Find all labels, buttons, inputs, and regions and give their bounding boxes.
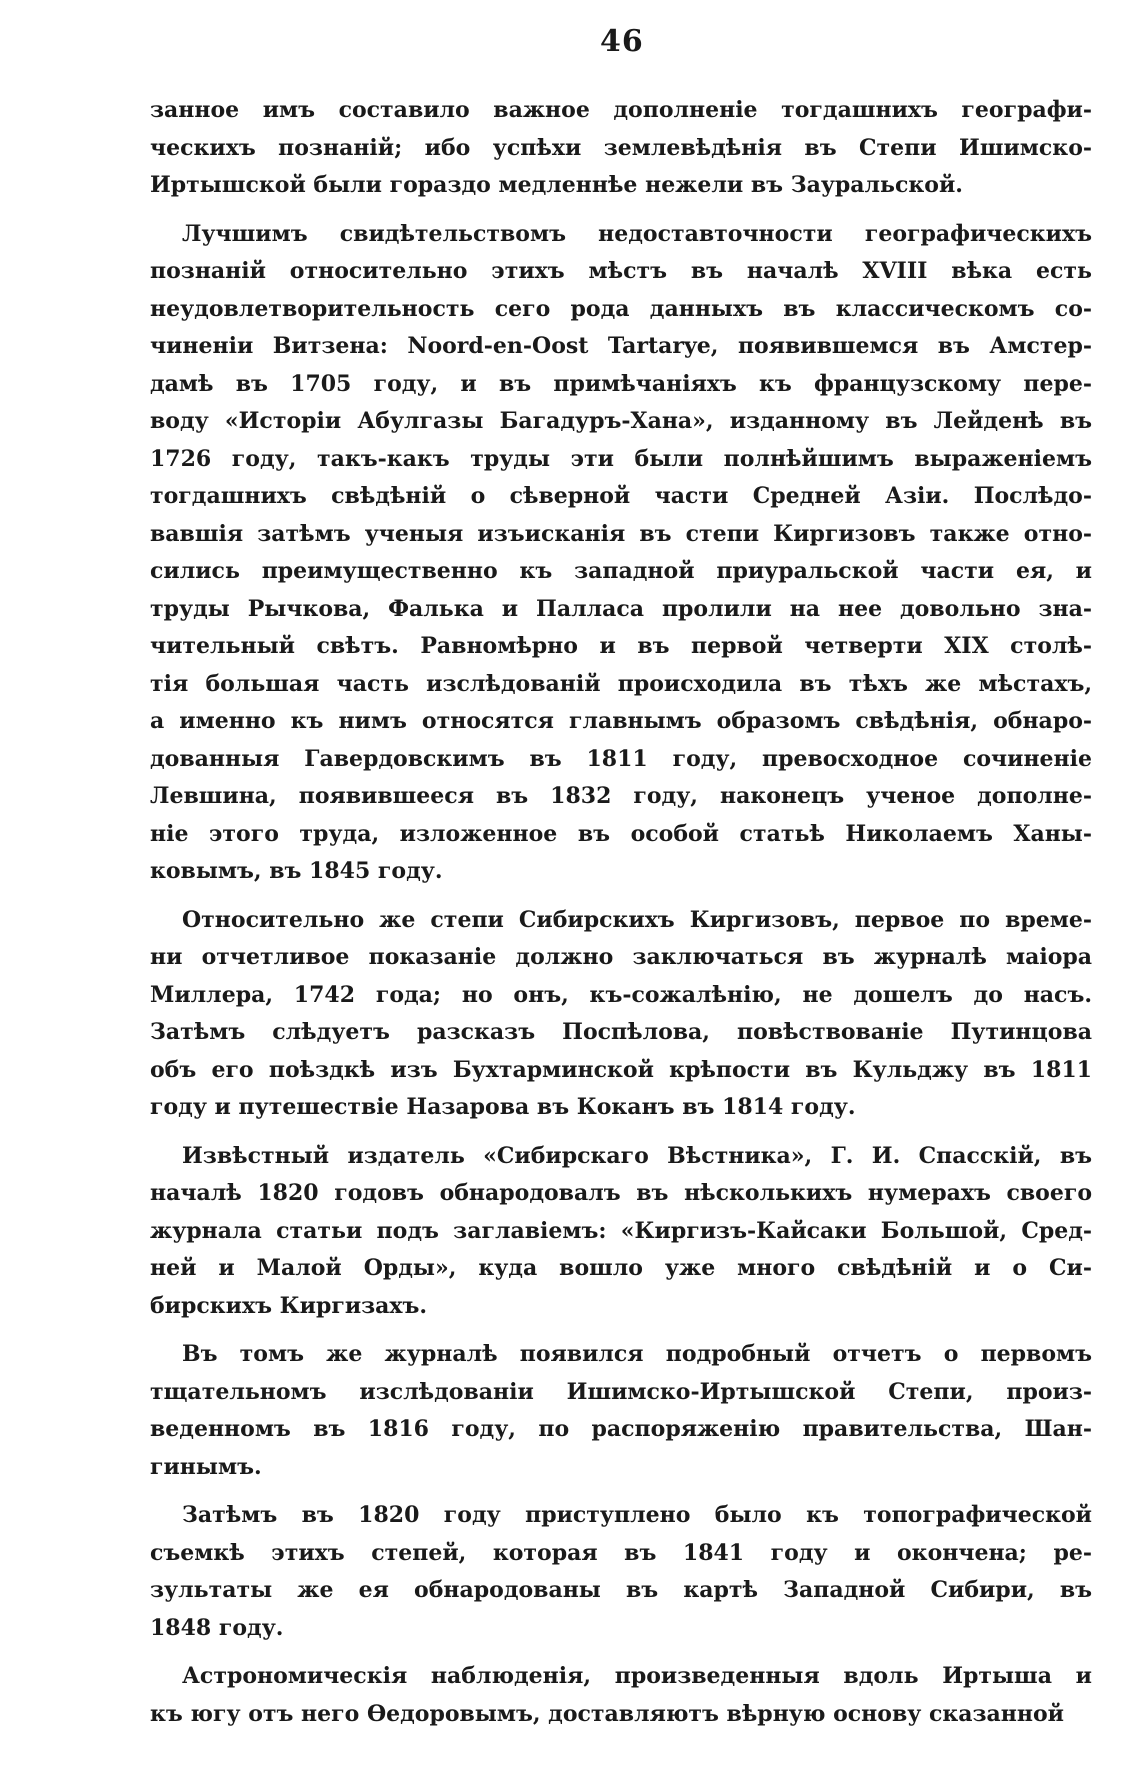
text-line: Затѣмъ въ 1820 году приступлено было къ топографической — [182, 1502, 1092, 1528]
text-line: занное имъ составило важное дополненіе тогдашнихъ географи- — [150, 97, 1092, 123]
text-line: ней и Малой Орды», куда вошло уже много свѣдѣній и о Си- — [150, 1255, 1092, 1281]
text-line: дованныя Гавердовскимъ въ 1811 году, превосходное сочиненіе — [150, 745, 1092, 772]
text-line: 1848 году. — [150, 1614, 284, 1641]
text-line: Относительно же степи Сибирскихъ Киргизовъ, первое по време- — [182, 906, 1092, 933]
text-line: 1726 году, такъ-какъ труды эти были полнѣйшимъ выраженіемъ — [150, 445, 1092, 472]
text-line: а именно къ нимъ относятся главнымъ образомъ свѣдѣнія, обнаро- — [150, 708, 1092, 734]
page-number: 46 — [600, 24, 644, 59]
paragraph — [150, 1497, 1092, 1647]
text-line: Въ томъ же журналѣ появился подробный отчетъ о первомъ — [182, 1341, 1092, 1367]
paragraph — [150, 1138, 1092, 1326]
text-line: сились преимущественно къ западной приуральской части ея, и — [150, 558, 1092, 584]
text-line: къ югу отъ него Ѳедоровымъ, доставляютъ вѣрную основу сказанной — [150, 1700, 1064, 1727]
text-line: неудовлетворительность сего рода данныхъ въ классическомъ со- — [150, 295, 1092, 322]
text-line: объ его поѣздкѣ изъ Бухтарминской крѣпости въ Кульджу въ 1811 — [150, 1056, 1092, 1083]
text-line: съемкѣ этихъ степей, которая въ 1841 году и окончена; ре- — [150, 1539, 1092, 1566]
text-line: Извѣстный издатель «Сибирскаго Вѣстника», Г. И. Спасскій, въ — [182, 1142, 1092, 1169]
text-line: зультаты же ея обнародованы въ картѣ Западной Сибири, въ — [150, 1577, 1092, 1603]
text-line: началѣ 1820 годовъ обнародовалъ въ нѣсколькихъ нумерахъ своего — [150, 1180, 1092, 1206]
text-line: Астрономическія наблюденія, произведенныя вдоль Иртыша и — [182, 1663, 1092, 1689]
text-line: журнала статьи подъ заглавіемъ: «Киргизъ-Кайсаки Большой, Сред- — [150, 1217, 1092, 1244]
text-line: чительный свѣтъ. Равномѣрно и въ первой четверти XIX столѣ- — [150, 633, 1092, 659]
text-line: тогдашнихъ свѣдѣній о сѣверной части Средней Азіи. Послѣдо- — [150, 483, 1092, 509]
text-line: воду «Исторіи Абулгазы Багадуръ-Хана», изданному въ Лейденѣ въ — [150, 408, 1092, 434]
text-line: Иртышской были гораздо медленнѣе нежели въ Зауральской. — [150, 172, 963, 198]
text-line: труды Рычкова, Фалька и Палласа пролили на нее довольно зна- — [150, 595, 1092, 622]
text-line: Левшина, появившееся въ 1832 году, наконецъ ученое дополне- — [150, 783, 1092, 809]
text-line: вавшія затѣмъ ученыя изъисканія въ степи Киргизовъ также отно- — [150, 520, 1092, 547]
text-line: гинымъ. — [150, 1453, 262, 1480]
paragraph — [150, 92, 1092, 205]
text-line: ніе этого труда, изложенное въ особой статьѣ Николаемъ Ханы- — [150, 820, 1092, 847]
text-line: Миллера, 1742 года; но онъ, къ-сожалѣнію, не дошелъ до насъ. — [150, 981, 1092, 1008]
text-line: ческихъ познаній; ибо успѣхи землевѣдѣнія въ Степи Ишимско- — [150, 134, 1092, 161]
text-line: тщательномъ изслѣдованіи Ишимско-Иртышской Степи, произ- — [150, 1378, 1092, 1405]
page-text — [150, 92, 1092, 1744]
text-line: Лучшимъ свидѣтельствомъ недоставточности географическихъ — [182, 220, 1092, 247]
text-line: ковымъ, въ 1845 году. — [150, 858, 443, 884]
text-line: чиненіи Витзена: Noord-en-Oost Tartarye, появившемся въ Амстер- — [150, 333, 1092, 359]
paragraph — [150, 1658, 1092, 1733]
paragraph — [150, 1336, 1092, 1486]
text-line: бирскихъ Киргизахъ. — [150, 1292, 428, 1319]
text-line: веденномъ въ 1816 году, по распоряженію правительства, Шан- — [150, 1416, 1092, 1442]
text-line: ни отчетливое показаніе должно заключаться въ журналѣ маіора — [150, 944, 1092, 970]
text-line: тія большая часть изслѣдованій происходила въ тѣхъ же мѣстахъ, — [150, 670, 1092, 697]
paragraph — [150, 902, 1092, 1127]
text-line: познаній относительно этихъ мѣстъ въ началѣ XVIII вѣка есть — [150, 258, 1092, 284]
paragraph — [150, 216, 1092, 891]
text-line: году и путешествіе Назарова въ Коканъ въ 1814 году. — [150, 1094, 856, 1120]
text-line: Затѣмъ слѣдуетъ разсказъ Поспѣлова, повѣствованіе Путинцова — [150, 1019, 1092, 1045]
text-line: дамѣ въ 1705 году, и въ примѣчаніяхъ къ французскому пере- — [150, 370, 1092, 397]
